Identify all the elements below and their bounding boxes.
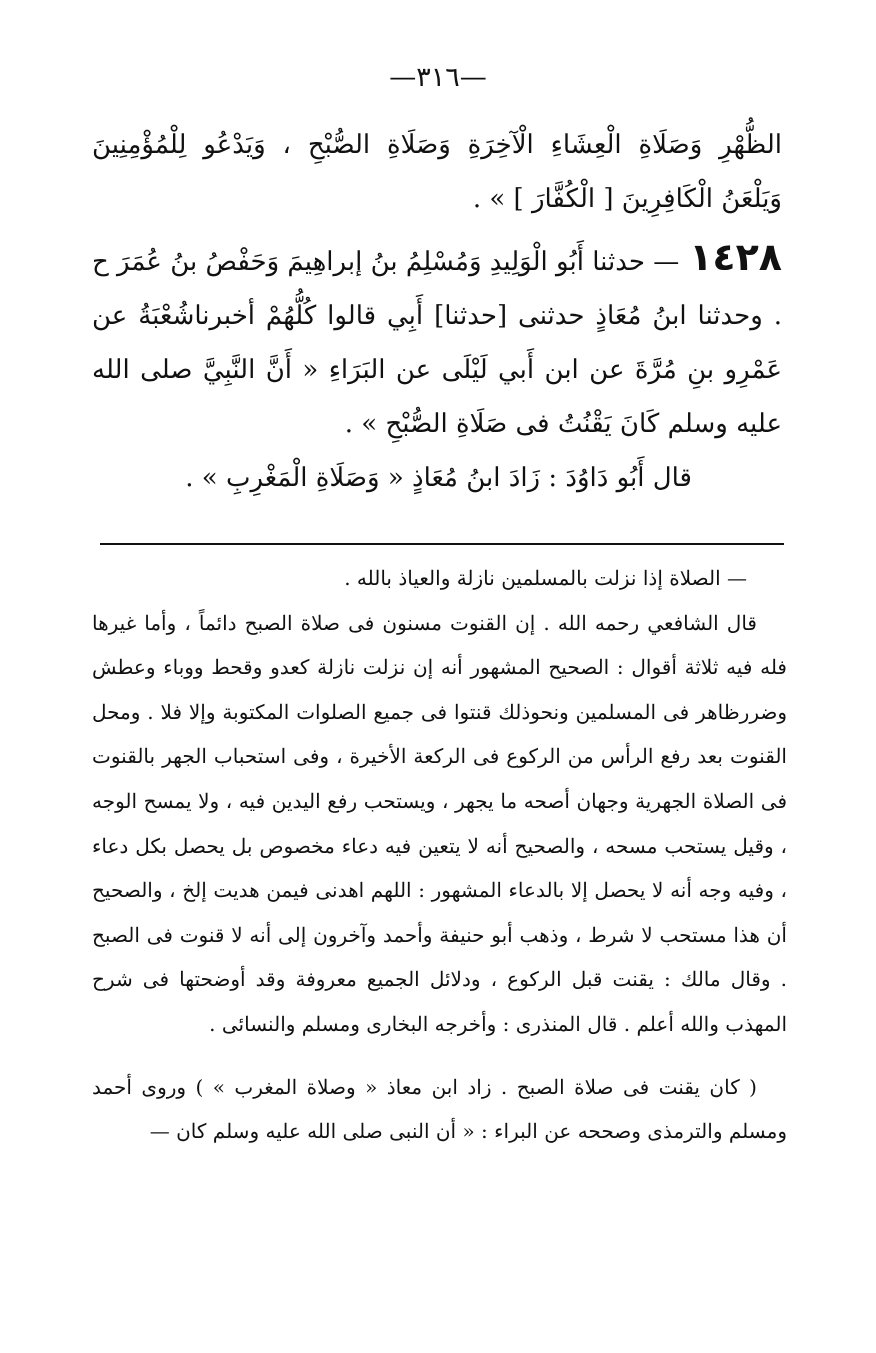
hadith-main-text [92, 118, 782, 505]
hadith-continuation-paragraph: الظُّهْرِ وَصَلَاةِ الْعِشَاءِ الْآخِرَةِ وَصَلَاةِ الصُّبْحِ ، وَيَدْعُو لِلْمُؤْمِنِينَ وَيَلْعَنُ الْكَافِرِينَ [ الْكُفَّارَ ] » . [92, 130, 782, 214]
hadith-text: — حدثنا أَبُو الْوَلِيدِ وَمُسْلِمُ بنُ إبراهِيمَ وَحَفْصُ بنُ عُمَرَ ح . وحدثنا ابنُ مُعَاذٍ حدثنى [حدثنا] أَبِي قالوا كُلُّهُمْ أخبرناشُعْبَةُ عن عَمْرِو بنِ مُرَّةَ عن ابن أَبي لَيْلَى عن البَرَاءِ « أَنَّ النَّبِيَّ صلى الله عليه وسلم كَانَ يَقْنُتُ فى صَلَاةِ الصُّبْحِ » . [92, 247, 782, 439]
commentary-paragraph-2: قال الشافعي رحمه الله . إن القنوت مسنون فى صلاة الصبح دائماً ، وأما غيرها فله فيه ثلاثة أقوال : الصحيح المشهور أنه إن نزلت نازلة كعدو وقحط ووباء وعطش وضررظاهر فى المسلمين ونحوذلك قنتوا فى جميع الصلوات المكتوبة وإلا فلا . ومحل القنوت بعد رفع الرأس من الركوع فى الركعة الأخيرة ، وفى استحباب الجهر بالقنوت فى الصلاة الجهرية وجهان أصحه ما يجهر ، ويستحب رفع اليدين فيه ، ولا يمسح الوجه ، وقيل يستحب مسحه ، والصحيح أنه لا يتعين فيه دعاء مخصوص بل يحصل بكل دعاء ، وفيه وجه أنه لا يحصل إلا بالدعاء المشهور : اللهم اهدنى فيمن هديت إلخ ، والصحيح أن هذا مستحب لا شرط ، وذهب أبو حنيفة وأحمد وآخرون إلى أنه لا قنوت فى الصبح . وقال مالك : يقنت قبل الركوع ، ودلائل الجميع معروفة وقد أوضحتها فى شرح المهذب والله أعلم . قال المنذرى : وأخرجه البخارى ومسلم والنسائى . [92, 610, 787, 1036]
commentary-section [92, 556, 787, 1154]
hadith-number: ١٤٢٨ [689, 235, 782, 279]
abu-dawud-note: قال أَبُو دَاوُدَ : زَادَ ابنُ مُعَاذٍ « وَصَلَاةِ الْمَغْرِبِ » . [185, 463, 692, 493]
commentary-paragraph-1: — الصلاة إذا نزلت بالمسلمين نازلة والعياذ بالله . [344, 566, 747, 590]
commentary-paragraph-3: ( كان يقنت فى صلاة الصبح . زاد ابن معاذ « وصلاة المغرب » ) وروى أحمد ومسلم والترمذى وصححه عن البراء : « أن النبى صلى الله عليه وسلم كان — [92, 1074, 787, 1144]
hadith-paragraph [92, 230, 782, 451]
footnote-divider [100, 543, 784, 545]
page-number: —٣١٦— [389, 62, 487, 93]
